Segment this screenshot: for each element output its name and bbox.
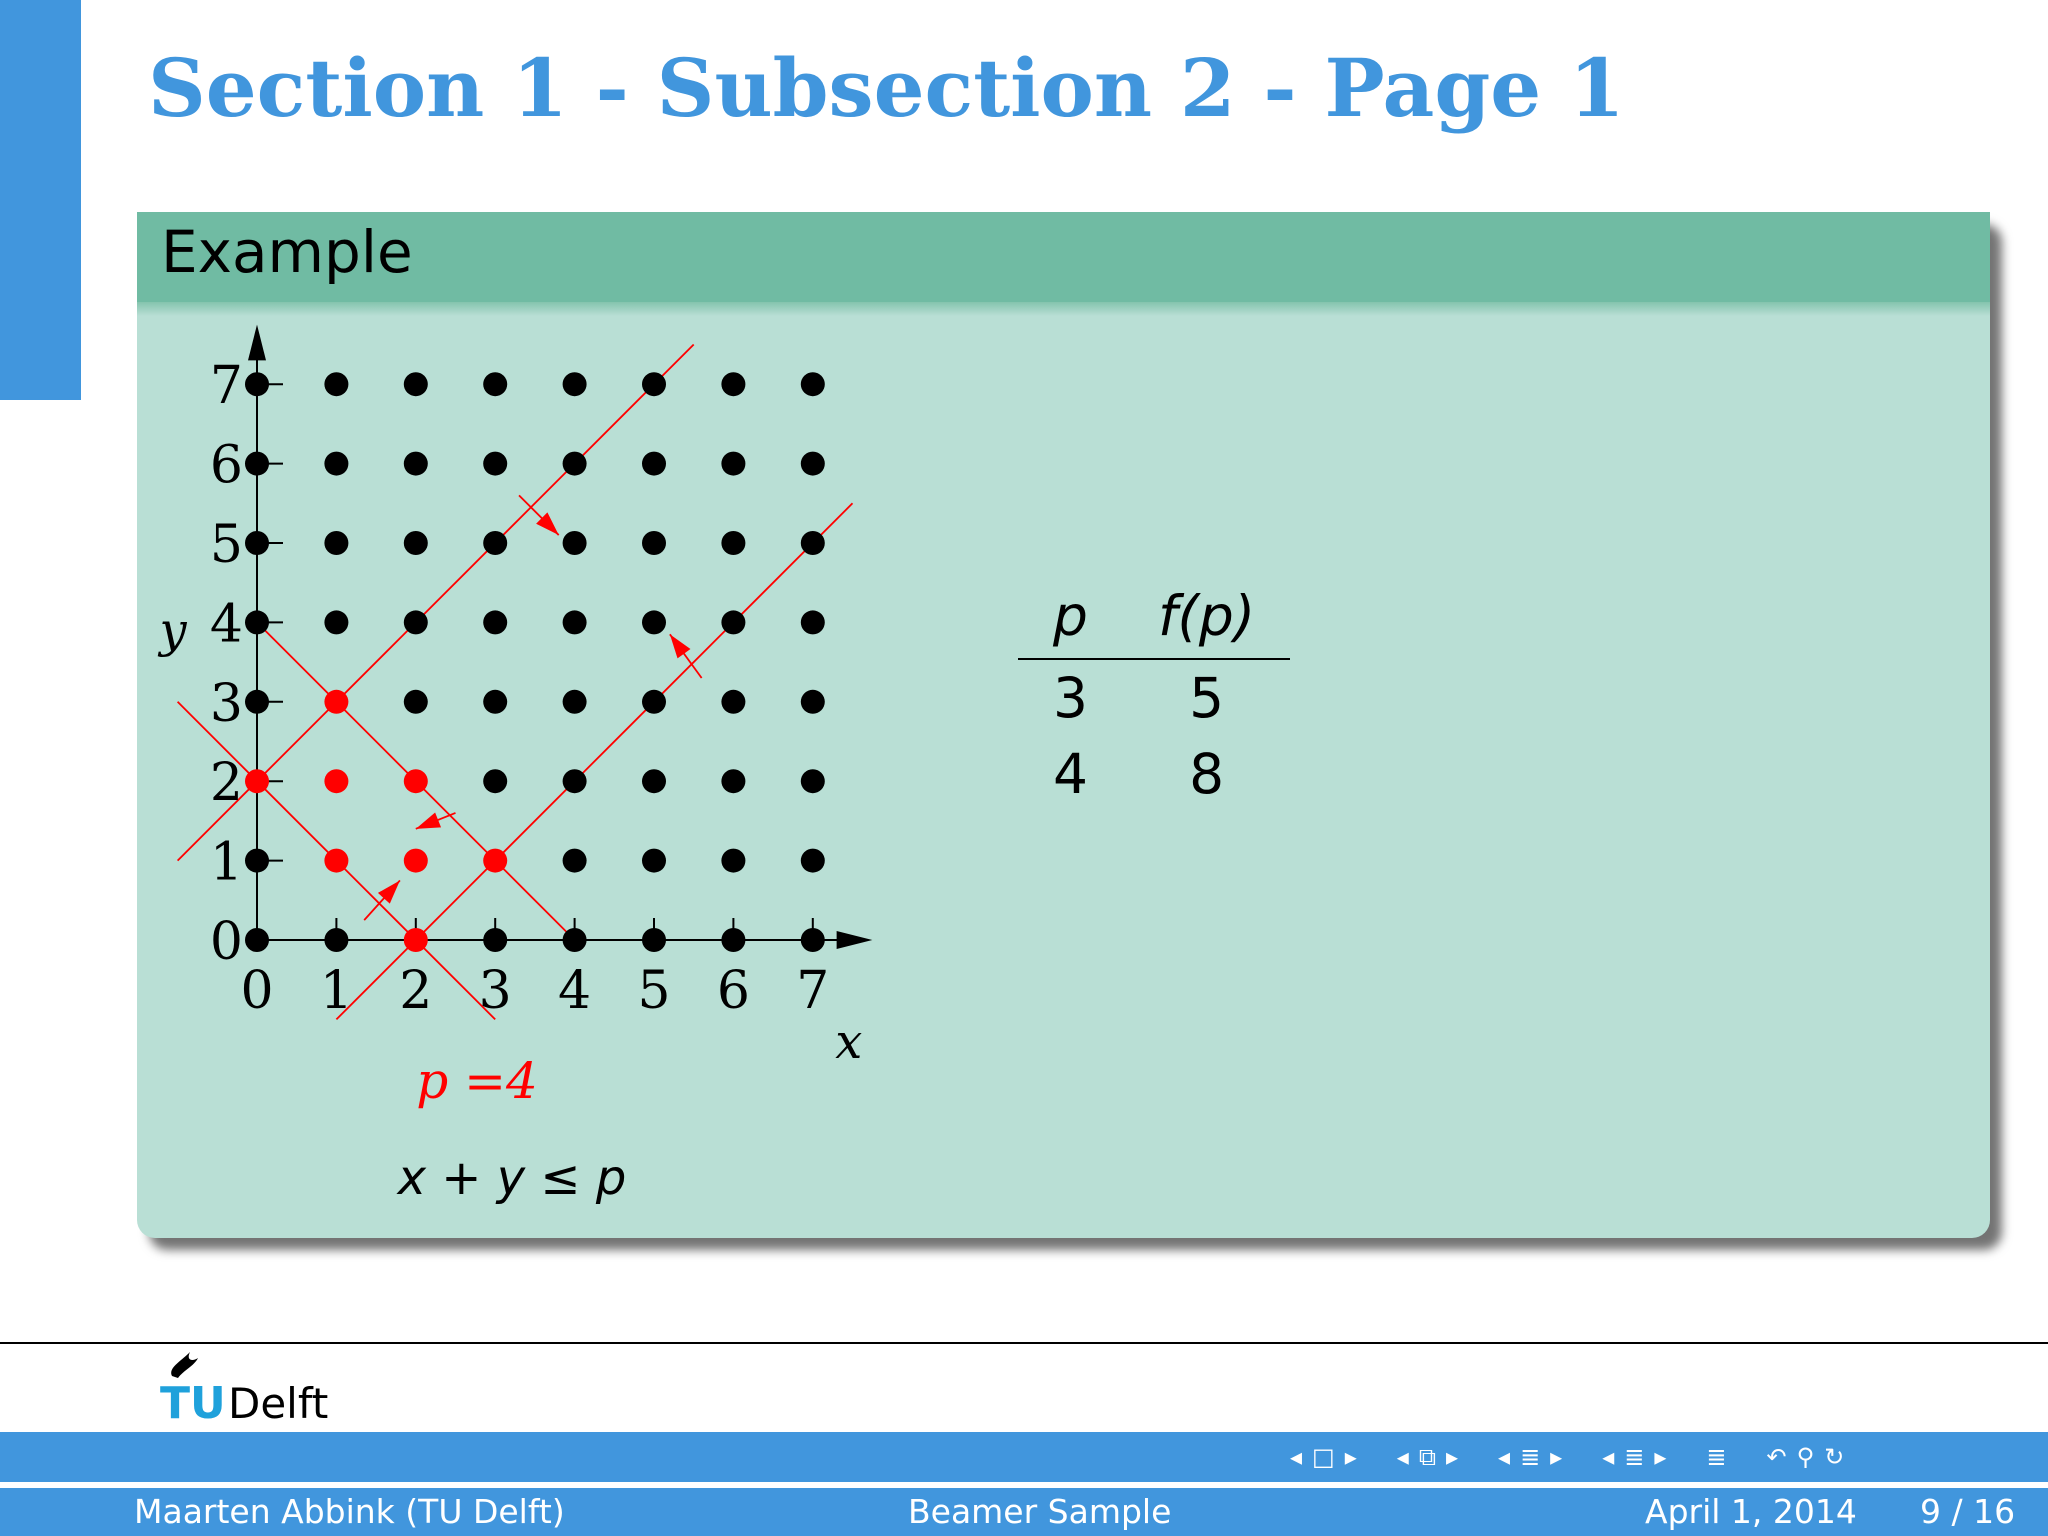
lattice-point <box>721 769 745 793</box>
lattice-point <box>801 610 825 634</box>
lattice-point <box>721 531 745 555</box>
lattice-point <box>245 928 269 952</box>
lattice-point <box>721 452 745 476</box>
nav-prev-section-icon[interactable]: ◂ <box>1602 1443 1615 1471</box>
lattice-point <box>483 610 507 634</box>
lattice-point <box>324 452 348 476</box>
constraint-formula: x + y ≤ p <box>397 1150 627 1206</box>
lattice-point <box>642 928 666 952</box>
table-cell: 3 <box>1053 666 1088 730</box>
table-cell: 4 <box>1053 742 1088 806</box>
y-tick-label: 0 <box>209 912 243 972</box>
nav-back-icon[interactable]: ↶ <box>1766 1443 1787 1471</box>
table-row <box>1018 736 1290 812</box>
lattice-point <box>563 928 587 952</box>
x-tick-label: 2 <box>399 961 433 1021</box>
table-row <box>1018 659 1290 736</box>
y-tick-label: 5 <box>209 515 243 575</box>
x-tick-label: 4 <box>558 961 592 1021</box>
lattice-point <box>404 610 428 634</box>
x-tick-label: 7 <box>796 961 830 1021</box>
x-axis-arrowhead <box>837 931 873 949</box>
lattice-plot <box>137 212 897 1206</box>
lattice-point <box>801 452 825 476</box>
nav-search-icon[interactable]: ⚲ <box>1796 1443 1815 1471</box>
highlighted-lattice-point <box>324 849 348 873</box>
y-tick-label: 1 <box>209 832 243 893</box>
lattice-point <box>642 610 666 634</box>
table-header-row <box>1018 580 1290 659</box>
highlighted-lattice-point <box>483 849 507 873</box>
frame-title: Section 1 - Subsection 2 - Page 1 <box>148 41 1625 135</box>
lattice-point <box>404 452 428 476</box>
lattice-point <box>642 452 666 476</box>
x-axis-label: x <box>835 1014 863 1070</box>
footer-bar <box>0 1488 2048 1536</box>
lattice-point <box>801 928 825 952</box>
nav-document-icon[interactable]: ≣ <box>1706 1443 1727 1471</box>
highlighted-lattice-point <box>324 690 348 714</box>
sidebar-accent <box>0 0 81 400</box>
nav-frame-icon[interactable]: ⧉ <box>1418 1443 1436 1471</box>
y-axis-label: y <box>159 602 187 659</box>
nav-subsection-icon[interactable]: ≣ <box>1520 1443 1541 1471</box>
values-table <box>1018 580 1290 812</box>
table-cell: 5 <box>1189 666 1225 730</box>
tu-delft-logo <box>158 1350 338 1430</box>
lattice-point <box>801 769 825 793</box>
lattice-point <box>483 769 507 793</box>
lattice-point <box>642 849 666 873</box>
x-tick-label: 3 <box>478 961 512 1021</box>
lattice-point <box>483 690 507 714</box>
lattice-point <box>721 690 745 714</box>
lattice-point <box>245 531 269 555</box>
nav-next-section-icon[interactable]: ▸ <box>1654 1443 1667 1471</box>
nav-prev-subsection-icon[interactable]: ◂ <box>1498 1443 1511 1471</box>
lattice-point <box>801 372 825 396</box>
lattice-point <box>483 531 507 555</box>
nav-section-icon[interactable]: ≣ <box>1624 1443 1645 1471</box>
lattice-point <box>563 452 587 476</box>
lattice-point <box>324 928 348 952</box>
lattice-point <box>483 372 507 396</box>
lattice-point <box>642 769 666 793</box>
lattice-point <box>483 928 507 952</box>
lattice-point <box>404 531 428 555</box>
column-header-fp: f(p) <box>1123 580 1290 659</box>
lattice-point <box>324 372 348 396</box>
lattice-point <box>404 372 428 396</box>
lattice-point <box>245 372 269 396</box>
nav-forward-icon[interactable]: ↻ <box>1824 1443 1845 1471</box>
lattice-point <box>721 849 745 873</box>
y-tick-label: 4 <box>209 594 243 655</box>
y-tick-label: 6 <box>209 435 243 496</box>
nav-next-subsection-icon[interactable]: ▸ <box>1550 1443 1563 1471</box>
lattice-point <box>245 452 269 476</box>
x-tick-label: 0 <box>240 961 274 1021</box>
highlighted-lattice-point <box>404 928 428 952</box>
lattice-point <box>801 849 825 873</box>
highlighted-lattice-point <box>245 769 269 793</box>
direction-arrowhead <box>416 812 441 828</box>
nav-next-slide-icon[interactable]: ▸ <box>1344 1443 1357 1471</box>
nav-prev-slide-icon[interactable]: ◂ <box>1290 1443 1303 1471</box>
flame-icon <box>171 1352 198 1378</box>
footer-author: Maarten Abbink (TU Delft) <box>134 1492 565 1531</box>
lattice-point <box>245 610 269 634</box>
lattice-point <box>563 690 587 714</box>
lattice-point <box>324 610 348 634</box>
footer-date: April 1, 2014 <box>1645 1492 1857 1531</box>
lattice-point <box>721 372 745 396</box>
lattice-point <box>801 690 825 714</box>
lattice-point <box>245 849 269 873</box>
parameter-label: p =4 <box>416 1052 538 1110</box>
lattice-point <box>563 531 587 555</box>
y-tick-label: 3 <box>209 673 243 734</box>
nav-next-frame-icon[interactable]: ▸ <box>1445 1443 1459 1471</box>
lattice-point <box>563 610 587 634</box>
lattice-point <box>721 610 745 634</box>
footer-title: Beamer Sample <box>908 1492 1172 1531</box>
nav-slide-icon[interactable]: □ <box>1312 1443 1335 1471</box>
lattice-point <box>642 372 666 396</box>
highlighted-lattice-point <box>324 769 348 793</box>
table-cell: 8 <box>1189 742 1225 806</box>
lattice-point <box>563 769 587 793</box>
lattice-point <box>483 452 507 476</box>
direction-arrowhead <box>670 634 691 658</box>
y-tick-label: 7 <box>209 356 243 417</box>
highlighted-lattice-point <box>404 769 428 793</box>
lattice-point <box>801 531 825 555</box>
navigation-symbols <box>1290 1432 1854 1482</box>
lattice-point <box>563 372 587 396</box>
x-tick-label: 1 <box>319 961 353 1021</box>
block-title: Example <box>161 218 413 286</box>
x-tick-label: 6 <box>716 961 750 1021</box>
lattice-point <box>324 531 348 555</box>
logo-delft: Delft <box>228 1379 329 1428</box>
logo-tu: TU <box>160 1378 226 1429</box>
footer-page: 9 / 16 <box>1920 1492 2016 1531</box>
footer-rule <box>0 1342 2048 1344</box>
y-axis-arrowhead <box>248 325 266 361</box>
lattice-point <box>404 690 428 714</box>
column-header-p: p <box>1018 580 1123 659</box>
highlighted-lattice-point <box>404 849 428 873</box>
lattice-point <box>563 849 587 873</box>
lattice-point <box>245 690 269 714</box>
nav-prev-frame-icon[interactable]: ◂ <box>1396 1443 1409 1471</box>
lattice-point <box>642 531 666 555</box>
y-tick-label: 2 <box>209 753 243 814</box>
lattice-point <box>642 690 666 714</box>
x-tick-label: 5 <box>637 961 671 1021</box>
lattice-point <box>721 928 745 952</box>
